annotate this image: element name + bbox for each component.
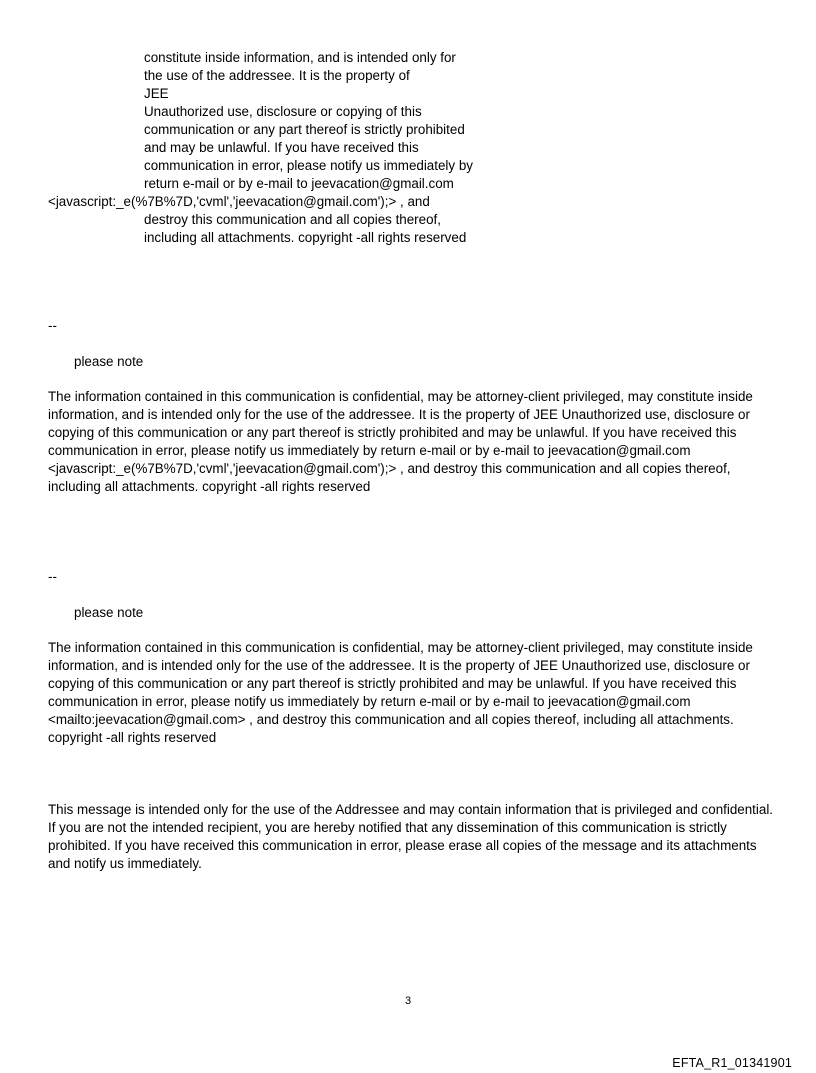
separator: -- xyxy=(48,318,57,333)
quoted-line: communication or any part thereof is strictly prohibited xyxy=(144,122,465,137)
bates-number: EFTA_R1_01341901 xyxy=(672,1056,792,1070)
quoted-line: <javascript:_e(%7B%7D,'cvml','jeevacation@gmail.com');> , and xyxy=(48,194,430,209)
note-heading: please note xyxy=(74,354,144,369)
confidentiality-paragraph: The information contained in this communication is confidential, may be attorney-client privileged, may constitute inside information, and is intended only for the use of the addressee. It is the property of JEE Unauthorized use, disclosure or copying of this communication or any part thereof is strictly prohibited and may be unlawful. If you have received this communication in error, please notify us immediately by return e-mail or by e-mail to jeevacation@gmail.com <javascript:_e(%7B%7D,'cvml','jeevacation@gmail.com');> , and destroy this communication and all copies thereof, including all attachments. copyright -all rights reserved xyxy=(48,389,753,494)
quoted-line: constitute inside information, and is intended only for xyxy=(144,50,456,65)
page-number: 3 xyxy=(404,995,412,1007)
separator: -- xyxy=(48,569,57,584)
quoted-line: destroy this communication and all copies thereof, xyxy=(144,212,441,227)
quoted-line: communication in error, please notify us immediately by xyxy=(144,158,473,173)
quoted-line: including all attachments. copyright -all rights reserved xyxy=(144,230,467,245)
quoted-line: return e-mail or by e-mail to jeevacation@gmail.com xyxy=(144,176,454,191)
quoted-line: JEE xyxy=(144,86,169,101)
quoted-line: the use of the addressee. It is the property of xyxy=(144,68,410,83)
addressee-disclaimer: This message is intended only for the use of the Addressee and may contain information that is privileged and confidential. If you are not the intended recipient, you are hereby notified that any dissemination of this communication is strictly prohibited. If you have received this communication in error, please erase all copies of the message and its attachments and notify us immediately. xyxy=(48,802,774,871)
confidentiality-paragraph: The information contained in this communication is confidential, may be attorney-client privileged, may constitute inside information, and is intended only for the use of the addressee. It is the property of JEE Unauthorized use, disclosure or copying of this communication or any part thereof is strictly prohibited and may be unlawful. If you have received this communication in error, please notify us immediately by return e-mail or by e-mail to jeevacation@gmail.com <mailto:jeevacation@gmail.com> , and destroy this communication and all copies thereof, including all attachments. copyright -all rights reserved xyxy=(48,640,753,745)
quoted-line: Unauthorized use, disclosure or copying of this xyxy=(144,104,422,119)
quoted-line: and may be unlawful. If you have received this xyxy=(144,140,419,155)
note-heading: please note xyxy=(74,605,144,620)
